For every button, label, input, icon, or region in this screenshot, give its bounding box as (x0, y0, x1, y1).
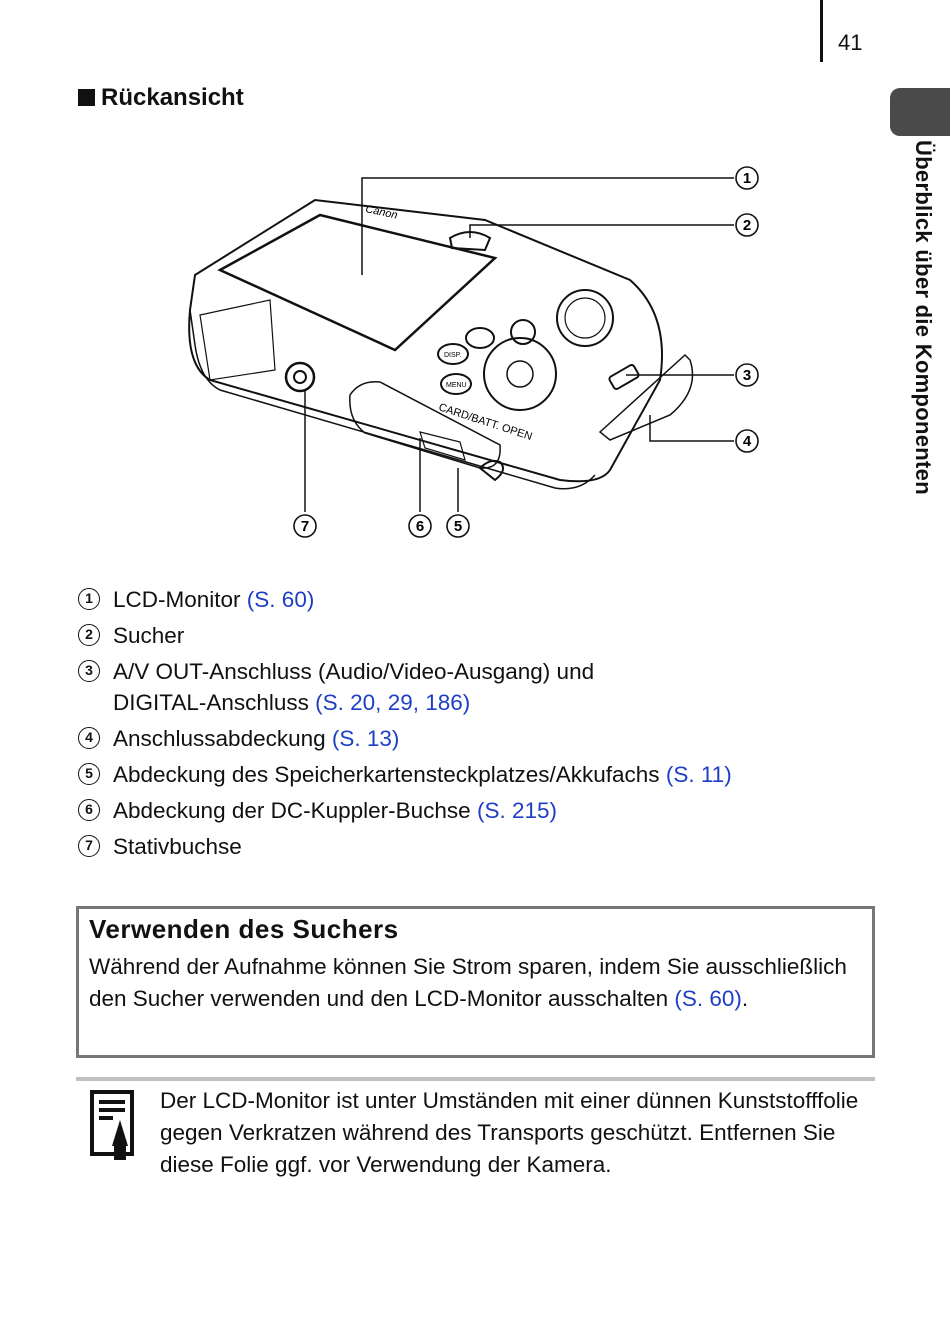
brand-logo: Canon (364, 203, 399, 222)
component-item (78, 795, 878, 826)
tip-title: Verwenden des Suchers (89, 914, 399, 944)
menu-button-label: MENU (446, 382, 467, 389)
component-item (78, 620, 878, 651)
callout-number: 1 (742, 170, 752, 187)
camera-illustration (140, 150, 820, 550)
page-number: 41 (838, 30, 863, 55)
item-number-badge: 1 (78, 588, 100, 610)
func-set-button (507, 361, 533, 387)
component-item (78, 656, 878, 718)
av-out-terminal (608, 364, 639, 390)
side-panel (200, 300, 275, 380)
leader-line-1 (362, 178, 734, 275)
page-reference-link[interactable]: (S. 60) (246, 587, 315, 612)
callout-2 (736, 214, 758, 236)
item-label: Anschlussabdeckung (113, 726, 326, 751)
note-text: Der LCD-Monitor ist unter Umständen mit einer dünnen Kunststofffolie gegen Verkratzen während des Transports geschützt. Entfernen Sie diese Folie ggf. vor Verwendung der Kamera. (160, 1088, 859, 1177)
page-reference-link[interactable]: (S. 11) (665, 762, 732, 787)
door-label: CARD/BATT. OPEN (437, 401, 534, 444)
item-number-badge: 7 (78, 835, 100, 857)
item-label: Abdeckung des Speicherkartensteckplatzes/Akkufachs (113, 762, 660, 787)
component-item (78, 831, 878, 862)
chapter-side-label: Überblick über die Komponenten (911, 140, 936, 495)
leader-line-4 (650, 415, 734, 441)
component-item (78, 759, 878, 790)
callout-5 (447, 515, 469, 537)
camera-rear-view-figure (140, 150, 820, 550)
item-label: LCD-Monitor (113, 587, 241, 612)
item-label-continued: DIGITAL-Anschluss (113, 690, 309, 715)
item-number-badge: 6 (78, 799, 100, 821)
shutter-button (511, 320, 535, 344)
item-label: Abdeckung der DC-Kuppler-Buchse (113, 798, 471, 823)
item-label: A/V OUT-Anschluss (Audio/Video-Ausgang) und (113, 659, 595, 684)
page-reference-link[interactable]: (S. 60) (674, 986, 742, 1011)
tip-text: Während der Aufnahme können Sie Strom sparen, indem Sie ausschließlich den Sucher verwenden und den LCD-Monitor ausschalten (89, 954, 847, 1011)
control-dial (484, 338, 556, 410)
note-divider (76, 1077, 875, 1081)
item-number-badge: 5 (78, 763, 100, 785)
item-number-badge: 3 (78, 660, 100, 682)
page-reference-link[interactable]: (S. 13) (331, 726, 400, 751)
terminal-cover (600, 355, 693, 440)
callout-number: 2 (742, 217, 752, 234)
callout-number: 4 (742, 433, 752, 450)
page-reference-link[interactable]: (S. 20, 29, 186) (315, 690, 471, 715)
item-number-badge: 4 (78, 727, 100, 749)
callout-number: 5 (453, 518, 463, 535)
component-item (78, 584, 878, 615)
page-reference-link[interactable]: (S. 215) (476, 798, 558, 823)
component-list (78, 584, 878, 867)
square-bullet-icon (78, 89, 95, 106)
item-label: Sucher (113, 623, 185, 648)
mode-dial-inner (565, 298, 605, 338)
callout-number: 6 (415, 518, 425, 535)
callout-1 (736, 167, 758, 189)
item-label: Stativbuchse (113, 834, 242, 859)
memo-note-icon (90, 1090, 136, 1169)
callout-number: 3 (742, 367, 752, 384)
tripod-socket (286, 363, 314, 391)
tripod-socket-core (294, 371, 306, 383)
component-item (78, 723, 878, 754)
callout-3 (736, 364, 758, 386)
section-heading (78, 84, 244, 112)
tip-end-punctuation: . (741, 986, 749, 1011)
disp-button-label: DISP. (444, 352, 462, 359)
item-number-badge: 2 (78, 624, 100, 646)
callout-number: 7 (300, 518, 310, 535)
chapter-tab (890, 88, 950, 136)
print-button (466, 328, 494, 348)
callout-6 (409, 515, 431, 537)
leader-line-2 (470, 225, 734, 238)
tip-box (76, 906, 875, 1058)
callout-7 (294, 515, 316, 537)
header-rule (820, 0, 823, 62)
callout-4 (736, 430, 758, 452)
section-title: Rückansicht (101, 84, 244, 111)
tip-body (89, 951, 862, 1015)
